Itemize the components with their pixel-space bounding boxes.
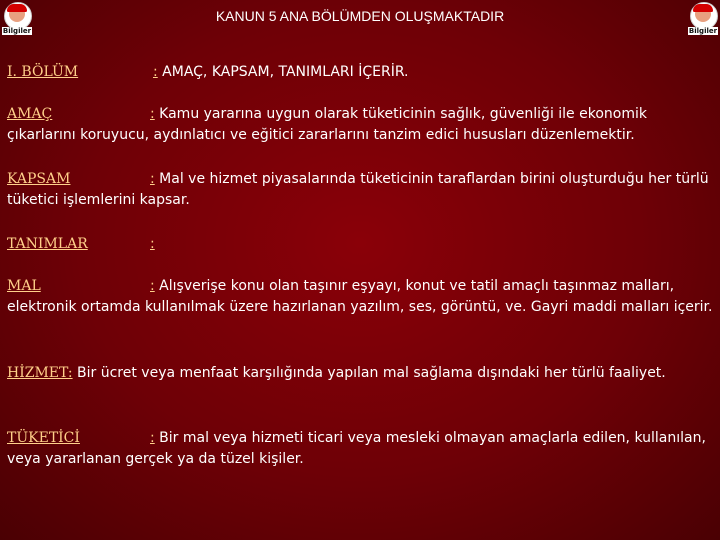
section-keyword: MAL (7, 278, 41, 294)
section-keyword: HİZMET: (7, 365, 73, 381)
section-keyword: KAPSAM (7, 171, 71, 187)
section-text: AMAÇ, KAPSAM, TANIMLARI İÇERİR. (157, 64, 409, 80)
section-tanimlar (7, 234, 715, 255)
section-text: Kamu yararına uygun olarak tüketicinin sağlık, güvenliği ile ekonomik çıkarlarını koruyucu, aydınlatıcı ve eğitici zararlarını tanzim edici hususları düzenlemektir. (7, 106, 647, 143)
section-bolum (7, 62, 715, 83)
section-mal (7, 276, 715, 318)
section-keyword: I. BÖLÜM (7, 64, 79, 80)
section-keyword: TANIMLAR (7, 236, 88, 252)
section-colon: : (150, 171, 155, 187)
section-text: Mal ve hizmet piyasalarında tüketicinin taraflardan birini oluşturduğu her türlü tüketici işlemlerini kapsar. (7, 171, 709, 208)
section-text: Bir ücret veya menfaat karşılığında yapılan mal sağlama dışındaki her türlü faaliyet. (72, 365, 666, 381)
section-text: Bir mal veya hizmeti ticari veya mesleki olmayan amaçlarla edilen, kullanılan, veya yararlanan gerçek ya da tüzel kişiler. (7, 430, 706, 467)
page-title: KANUN 5 ANA BÖLÜMDEN OLUŞMAKTADIR (215, 8, 505, 24)
logo-caption: Bilgiler (2, 27, 32, 35)
section-text: Alışverişe konu olan taşınır eşyayı, konut ve tatil amaçlı taşınmaz malları, elektronik ortamda kullanılmak üzere hazırlanan yazılım, ses, görüntü, ve. Gayri maddi malları içerir. (7, 278, 713, 315)
section-keyword: TÜKETİCİ (7, 430, 80, 446)
section-colon: : (153, 64, 158, 80)
section-kapsam (7, 169, 715, 211)
section-colon: : (150, 106, 155, 122)
section-keyword: AMAÇ (7, 106, 53, 122)
logo-caption: Bilgiler (688, 27, 718, 35)
section-colon: : (150, 278, 155, 294)
section-colon: : (150, 236, 155, 252)
section-hizmet (7, 363, 715, 384)
section-colon: : (150, 430, 155, 446)
section-amac (7, 104, 715, 146)
section-tuketici (7, 428, 715, 470)
